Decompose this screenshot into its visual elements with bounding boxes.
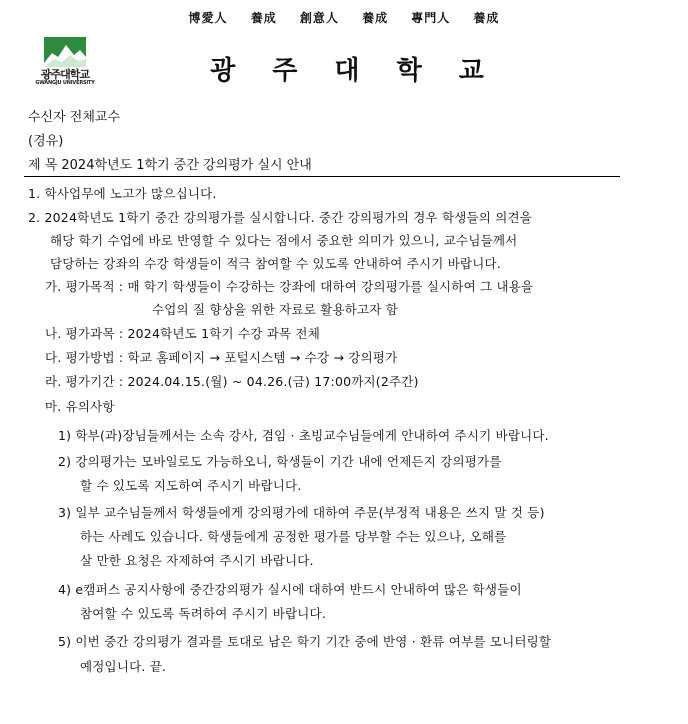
item-1: 1. 학사업무에 노고가 많으십니다. (28, 186, 217, 201)
via-line: (경유) (28, 134, 64, 149)
note-2-line-2: 할 수 있도록 지도하여 주시기 바랍니다. (80, 478, 302, 493)
note-3-line-3: 살 만한 요청은 자제하여 주시기 바랍니다. (80, 553, 314, 568)
note-4-line-2: 참여할 수 있도록 독려하여 주시기 바랍니다. (80, 606, 326, 621)
subject-line: 제 목 2024학년도 1학기 중간 강의평가 실시 안내 (28, 158, 312, 173)
note-4-line-1: 4) e캠퍼스 공지사항에 중간강의평가 실시에 대하여 반드시 안내하여 많은 학생들이 (58, 582, 522, 597)
note-5-line-2: 예정입니다. 끝. (80, 659, 167, 674)
item-ga-line-2: 수업의 질 향상을 위한 자료로 활용하고자 함 (152, 302, 398, 317)
recipient-line: 수신자 전체교수 (28, 110, 121, 125)
item-da: 다. 평가방법 : 학교 홈페이지 → 포털시스템 → 수강 → 강의평가 (45, 350, 398, 365)
note-1: 1) 학부(과)장님들께서는 소속 강사, 겸임 · 초빙교수님들에게 안내하여 주시기 바랍니다. (58, 428, 549, 443)
header-divider (24, 176, 620, 177)
logo-english-text: GWANGJU UNIVERSITY (35, 80, 95, 86)
item-2-line-2: 해당 학기 수업에 바로 반영할 수 있다는 점에서 중요한 의미가 있으니, 교수님들께서 (50, 233, 518, 248)
item-ma: 마. 유의사항 (45, 399, 115, 414)
item-2-line-1: 2. 2024학년도 1학기 중간 강의평가를 실시합니다. 중간 강의평가의 경우 학생들의 의견을 (28, 210, 533, 225)
university-motto: 博愛人 養成 創意人 養成 專門人 養成 (188, 11, 500, 25)
item-2-line-3: 담당하는 강좌의 수강 학생들이 적극 참여할 수 있도록 안내하여 주시기 바랍니다. (50, 256, 501, 271)
item-ra: 라. 평가기간 : 2024.04.15.(월) ~ 04.26.(금) 17:00까지(2주간) (45, 374, 419, 389)
document-title: 광 주 대 학 교 (210, 56, 498, 86)
note-5-line-1: 5) 이번 중간 강의평가 결과를 토대로 남은 학기 기간 중에 반영 · 환류 여부를 모니터링할 (58, 634, 552, 649)
note-2-line-1: 2) 강의평가는 모바일로도 가능하오니, 학생들이 기간 내에 언제든지 강의평가를 (58, 454, 502, 469)
note-3-line-1: 3) 일부 교수님들께서 학생들에게 강의평가에 대하여 주문(부정적 내용은 쓰지 말 것 등) (58, 505, 545, 520)
item-ga-line-1: 가. 평가목적 : 매 학기 학생들이 수강하는 강좌에 대하여 강의평가를 실시하여 그 내용을 (45, 279, 534, 294)
logo-text: 광주대학교 (40, 68, 90, 81)
item-na: 나. 평가과목 : 2024학년도 1학기 수강 과목 전체 (45, 326, 320, 341)
note-3-line-2: 하는 사례도 있습니다. 학생들에게 공정한 평가를 당부할 수는 있으나, 오해를 (80, 529, 507, 544)
